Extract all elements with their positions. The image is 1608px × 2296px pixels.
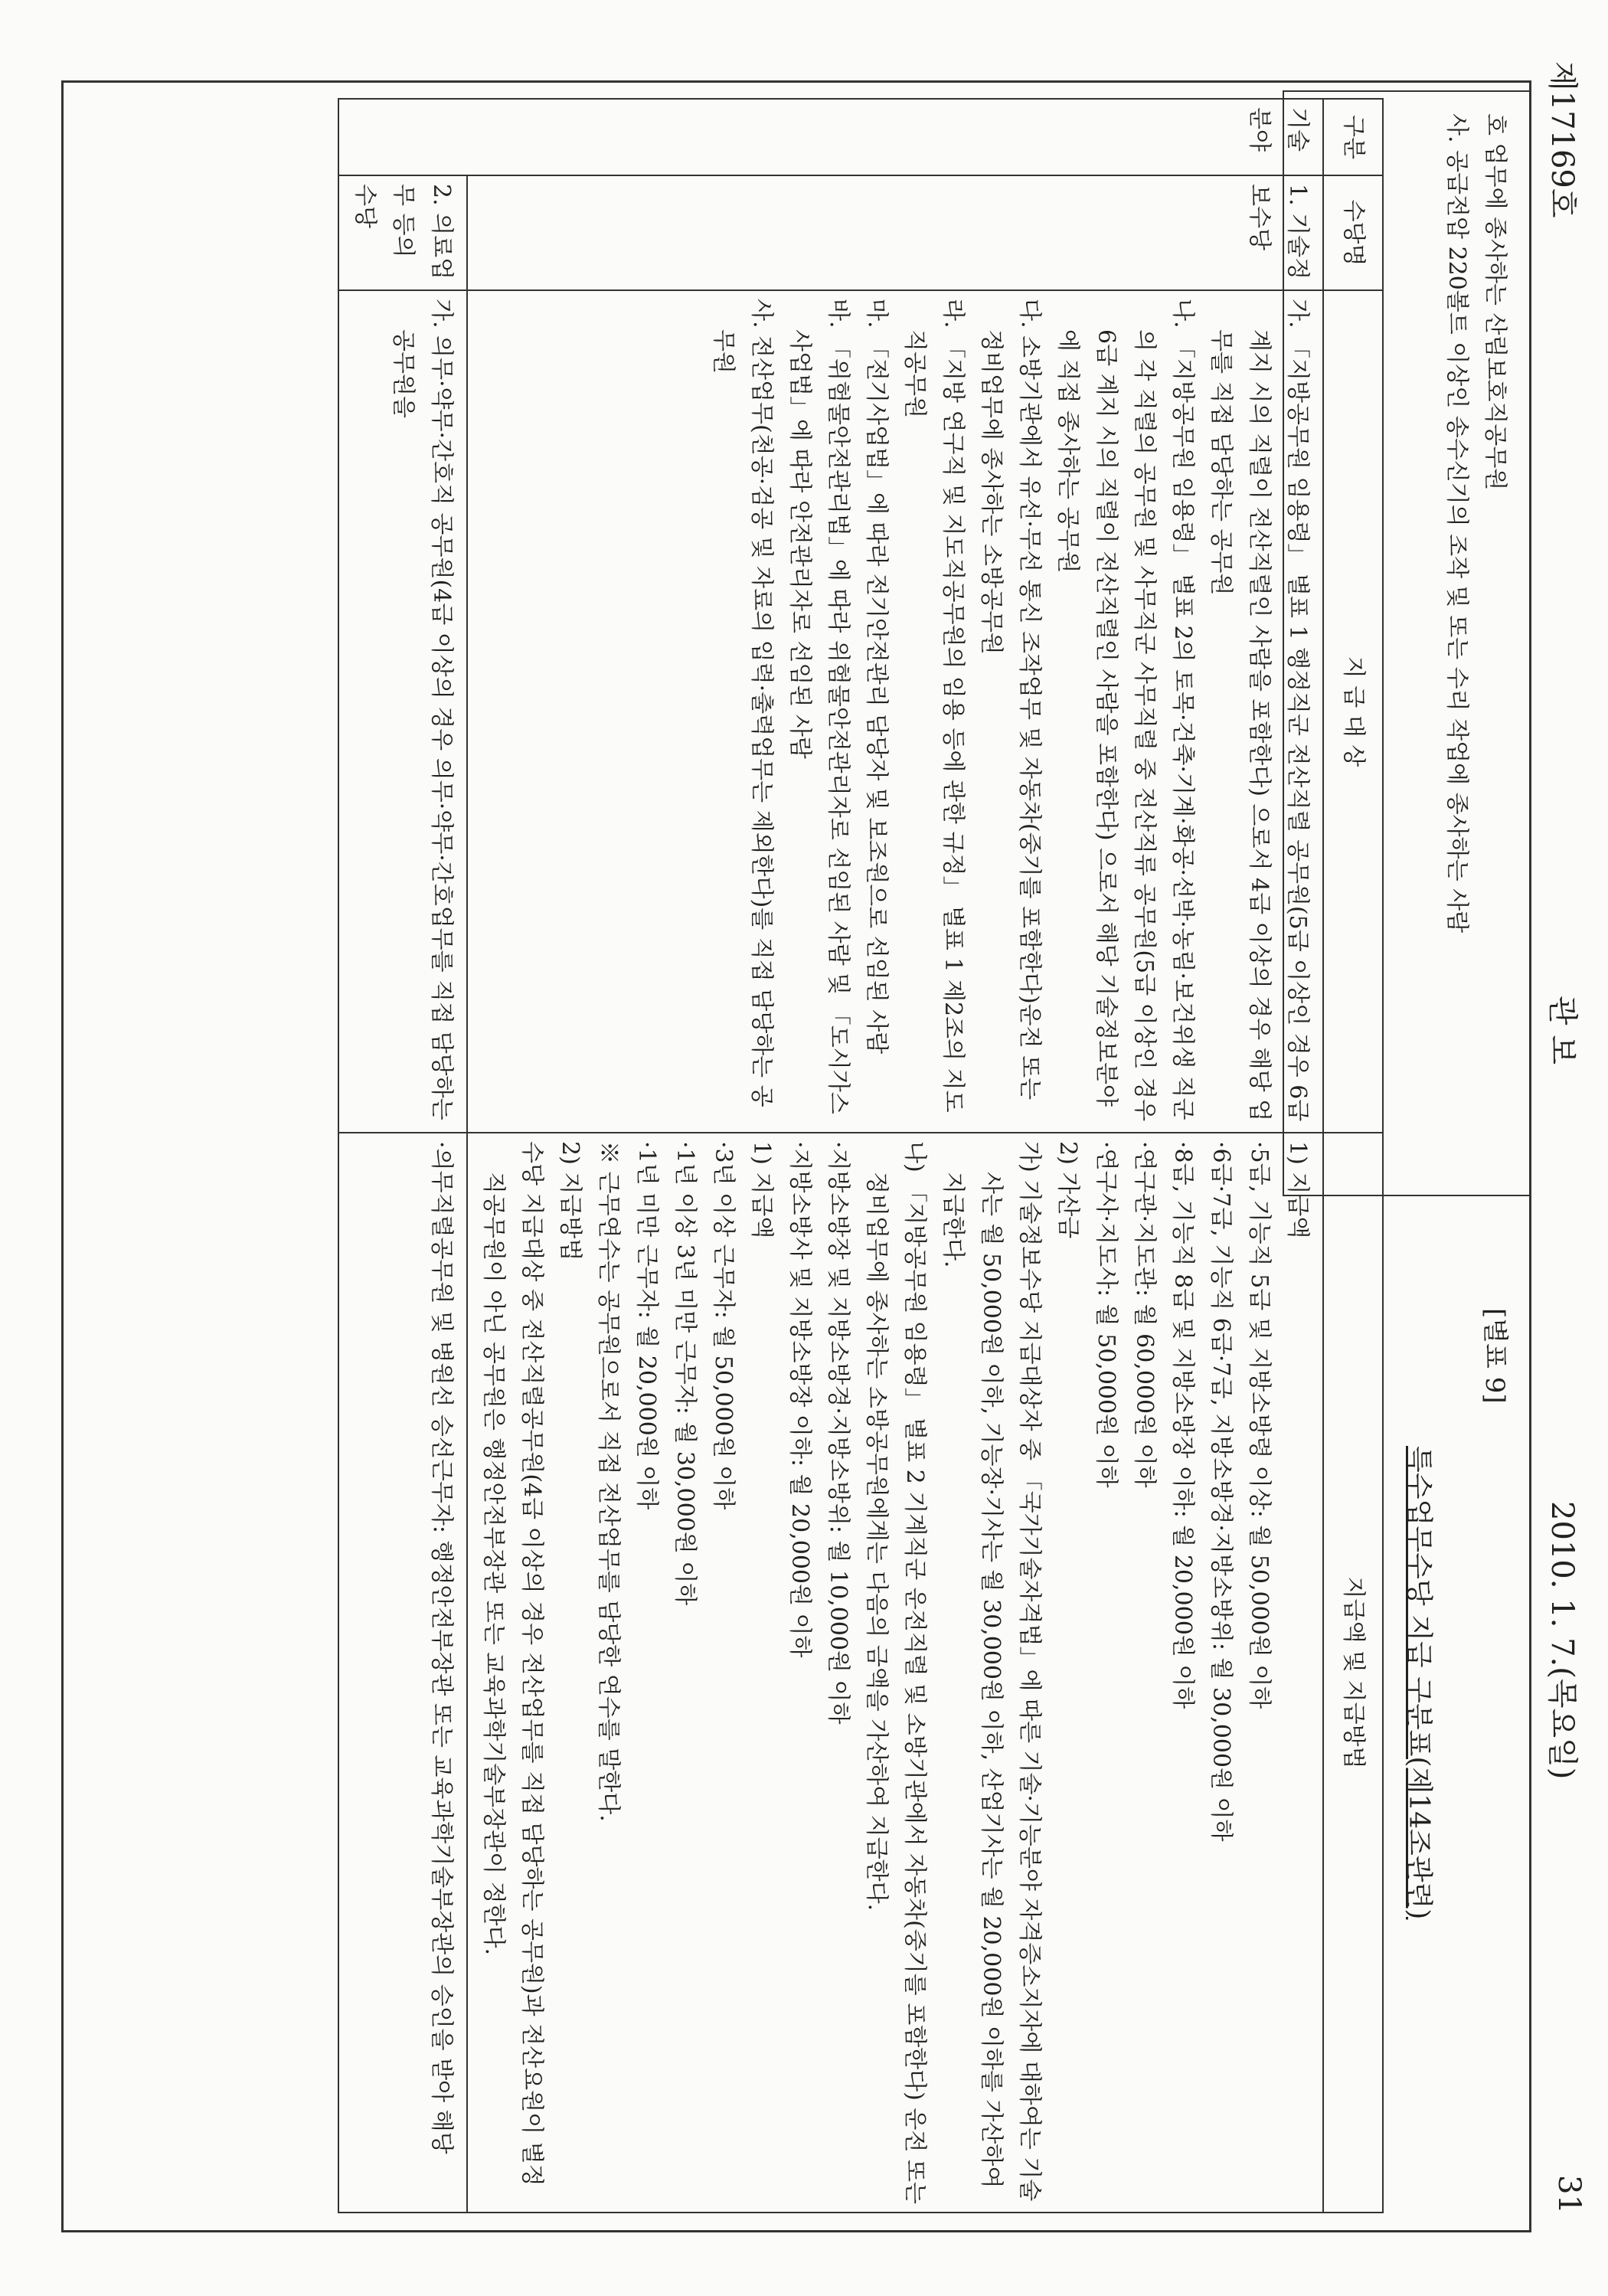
table-header-row: [1323, 99, 1383, 2213]
appendix-label: [별표 9]: [1479, 1308, 1510, 1404]
prev-item: 호 업무에 종사하는 산림보호직공무원: [1482, 113, 1508, 491]
amount-line: ·지방소방사 및 지방소방장 이하: 월 20,000원 이하: [786, 1141, 813, 1658]
publication-name: 관 보: [1544, 996, 1580, 1065]
page-frame: [61, 80, 1531, 2232]
allowance-name-cell: 1. 기술정보수당: [467, 175, 1323, 290]
header-target: 지 급 대 상: [1323, 290, 1383, 1133]
publication-date: 2010. 1. 7.(목요일): [1544, 1501, 1580, 1780]
amount-line: ·6급·7급, 기능직 6급·7급, 지방소방경·지방소방위: 월 30,000원 이하: [1208, 1141, 1234, 1842]
amount-line: ·의무직렬공무원 및 병원선 승선근무자: 행정안전부장관 또는 교육과학기술부장관의 승인을 받아 해당: [428, 1141, 455, 2154]
target-item: 나. 「지방공무원 임용령」 별표 2의 토목·건축·기계·화공·선박·농림·보건위생 직군의 각 직렬의 공무원 및 사무직군 사무직렬 중 전산직류 공무원(5급 이상인 경우 6급 계지 시의 직렬이 전산직렬인 사람을 포함한다) 으로서 해당 기술정보분야에 직접 종사하는 공무원: [1054, 299, 1196, 1122]
table-row: [467, 99, 1323, 2213]
target-cell: [338, 290, 467, 1133]
appendix-title: 특수업무수당 지급 구분표(제14조관련): [1403, 1446, 1434, 1920]
target-item: 가. 「지방공무원 임용령」 별표 1 행정직군 전산직렬 공무원(5급 이상인 경우 6급 계지 시의 직렬이 전산직렬인 사람을 포함한다) 으로서 4급 이상의 경우 해당 업무를 직접 담당하는 공무원: [1208, 299, 1311, 1122]
target-cell: [467, 290, 1323, 1133]
amount-line: 1) 지급액: [748, 1141, 775, 1239]
header-category: 구분: [1323, 99, 1383, 175]
amount-line: ·연구사·지도사: 월 50,000원 이하: [1093, 1141, 1119, 1488]
amount-line: ·8급, 기능직 8급 및 지방소방장 이하: 월 20,000원 이하: [1169, 1141, 1196, 1709]
amount-line: ·연구관·지도관: 월 60,000원 이하: [1131, 1141, 1158, 1488]
target-item: 라. 「지방 연구직 및 지도직공무원의 임용 등에 관한 규정」 별표 1 제2조의 지도직공무원: [901, 299, 966, 1113]
prev-item: 사. 공급전압 220볼트 이상인 송수신기의 조작 및 또는 수리 작업에 종사하는 사람: [1443, 113, 1470, 934]
issue-number: 제17169호: [1544, 61, 1580, 218]
amount-cell: [338, 1133, 467, 2213]
amount-line: ·1년 이상 3년 미만 근무자: 월 30,000원 이하: [672, 1141, 698, 1606]
amount-line: ·지방소방장 및 지방소방경·지방소방위: 월 10,000원 이하: [825, 1141, 851, 1725]
allowance-name-cell: 2. 의료업무 등의 수당: [338, 175, 467, 290]
amount-line: ※ 근무연수는 공무원으로서 직접 전산업무를 담당한 연수를 말한다.: [595, 1141, 622, 1822]
target-item: 가. 의무·약무·간호직 공무원(4급 이상의 경우 의무·약무·간호업무를 직접 담당하는 공무원을: [390, 299, 455, 1120]
amount-line: 2) 가산금: [1054, 1141, 1081, 1239]
target-item: 마. 「전기사업법」에 따라 전기안전관리 담당자 및 보조원으로 선임된 사람: [863, 299, 890, 1055]
prev-table-items: [1437, 113, 1514, 1170]
amount-line: ·1년 미만 근무자: 월 20,000원 이하: [633, 1141, 660, 1510]
amount-line: ·5급, 기능직 5급 및 지방소방령 이상: 월 50,000원 이하: [1246, 1141, 1273, 1709]
header-allowance-name: 수당명: [1323, 175, 1383, 290]
amount-line: 1) 지급액: [1284, 1141, 1311, 1239]
target-item: 사. 전산업무(천공·검공 및 자료의 입력·출력업무는 제외한다)를 직접 담당하는 공무원: [710, 299, 775, 1107]
allowance-table: [338, 98, 1384, 2213]
amount-line: ·3년 이상 근무자: 월 50,000원 이하: [710, 1141, 737, 1510]
amount-line: 가) 기술정보수당 지급대상자 중 「국가기술자격법」에 따른 기술·기능분야 자격증소지자에 대하여는 기술사는 월 50,000원 이하, 기능장·기사는 월 30,000원 이하, 산업기사는 월 20,000원 이하를 가산하여 지급한다.: [940, 1141, 1043, 2202]
category-cell: 기술분야: [338, 99, 1323, 175]
target-item: 다. 소방기관에서 유선·무선 통신 조작업무 및 자동차(중기를 포함한다)운전 또는 정비업무에 종사하는 소방공무원: [978, 299, 1043, 1101]
page-header: [1539, 46, 1593, 2250]
amount-line: 나) 「지방공무원 임용령」 별표 2 기계직군 운전직렬 및 소방기관에서 자동차(중기를 포함한다) 운전 또는 정비업무에 종사하는 소방공무원에게는 다음의 금액을 가산하여 지급한다.: [863, 1141, 928, 2204]
page-number: 31: [1551, 2175, 1587, 2214]
amount-cell: [467, 1133, 1323, 2213]
amount-line: 2) 지급방법: [557, 1141, 583, 1261]
target-item: 바. 「위험물안전관리법」에 따라 위험물안전관리자로 선임된 사람 및 「도시가스사업법」에 따라 안전관리자로 선임된 사람: [786, 299, 851, 1114]
header-amount-method: 지급액 및 지급방법: [1323, 1133, 1383, 2213]
table-row: [338, 99, 467, 2213]
amount-line: 수당 지급대상 중 전산직렬공무원(4급 이상의 경우 전산업무를 직접 담당하는 공무원)과 전산요원이 별정직공무원이 아닌 공무원은 행정안전부장관 또는 교육과학기술부장관이 정한다.: [480, 1141, 545, 2186]
